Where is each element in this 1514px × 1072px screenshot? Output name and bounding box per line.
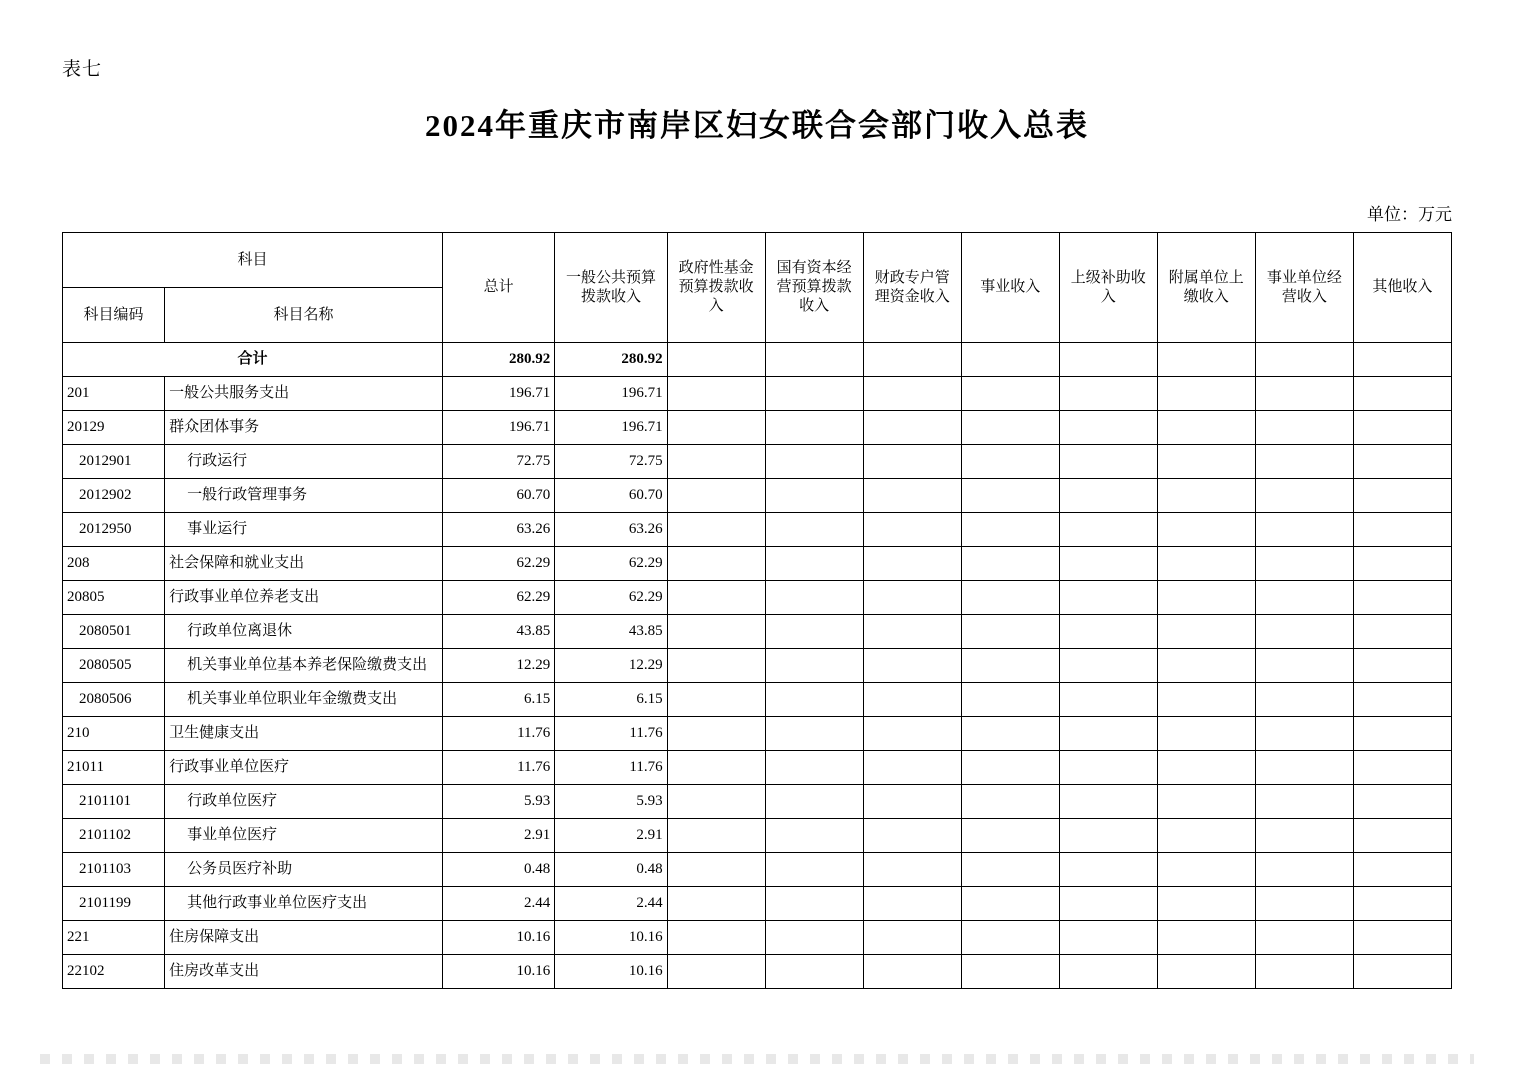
cell-gov-fund <box>667 853 765 887</box>
cell-gov-fund <box>667 479 765 513</box>
cell-other-income <box>1353 377 1451 411</box>
header-other-income: 其他收入 <box>1353 233 1451 343</box>
income-summary-table <box>62 232 1452 989</box>
cell-subject-name: 其他行政事业单位医疗支出 <box>165 887 443 921</box>
table-row <box>63 581 1452 615</box>
cell-gov-fund <box>667 445 765 479</box>
cell-subordinate-payment <box>1157 853 1255 887</box>
cell-institution-business <box>1255 547 1353 581</box>
cell-subject-code: 21011 <box>63 751 165 785</box>
cell-institution-business <box>1255 377 1353 411</box>
cell-subject-name: 公务员医疗补助 <box>165 853 443 887</box>
cell-gov-fund <box>667 513 765 547</box>
table-row <box>63 751 1452 785</box>
cell-other-income <box>1353 819 1451 853</box>
table-row <box>63 445 1452 479</box>
cell-fiscal-account <box>863 343 961 377</box>
cell-gov-fund <box>667 887 765 921</box>
cell-fiscal-account <box>863 683 961 717</box>
cell-total: 0.48 <box>442 853 554 887</box>
cell-institution-income <box>961 751 1059 785</box>
cell-subject-name: 事业单位医疗 <box>165 819 443 853</box>
cell-gov-fund <box>667 343 765 377</box>
cell-subordinate-payment <box>1157 547 1255 581</box>
cell-subject-code: 2080505 <box>63 649 165 683</box>
cell-other-income <box>1353 921 1451 955</box>
cell-subject-code: 2012950 <box>63 513 165 547</box>
cell-institution-business <box>1255 581 1353 615</box>
cell-general-budget: 62.29 <box>555 547 667 581</box>
cell-state-capital <box>765 343 863 377</box>
cell-institution-business <box>1255 479 1353 513</box>
cell-state-capital <box>765 921 863 955</box>
cell-total: 6.15 <box>442 683 554 717</box>
cell-state-capital <box>765 785 863 819</box>
cell-institution-business <box>1255 921 1353 955</box>
cell-subordinate-payment <box>1157 887 1255 921</box>
cell-institution-business <box>1255 445 1353 479</box>
cell-institution-business <box>1255 785 1353 819</box>
cell-other-income <box>1353 887 1451 921</box>
cell-subject-code: 20129 <box>63 411 165 445</box>
cell-subject-code: 2012902 <box>63 479 165 513</box>
cell-subject-code: 2101103 <box>63 853 165 887</box>
table-row <box>63 615 1452 649</box>
table-row <box>63 411 1452 445</box>
cell-gov-fund <box>667 615 765 649</box>
cell-general-budget: 72.75 <box>555 445 667 479</box>
cell-other-income <box>1353 683 1451 717</box>
cell-gov-fund <box>667 649 765 683</box>
header-subject-code: 科目编码 <box>63 288 165 343</box>
cell-state-capital <box>765 445 863 479</box>
cell-total: 196.71 <box>442 411 554 445</box>
cell-state-capital <box>765 411 863 445</box>
cell-subject-code: 208 <box>63 547 165 581</box>
cell-total: 12.29 <box>442 649 554 683</box>
cell-superior-subsidy <box>1059 955 1157 989</box>
cell-subject-name: 一般行政管理事务 <box>165 479 443 513</box>
table-row <box>63 377 1452 411</box>
cell-gov-fund <box>667 921 765 955</box>
cell-other-income <box>1353 717 1451 751</box>
cell-other-income <box>1353 445 1451 479</box>
cell-superior-subsidy <box>1059 547 1157 581</box>
cell-institution-business <box>1255 649 1353 683</box>
page-title: 2024年重庆市南岸区妇女联合会部门收入总表 <box>425 108 1089 143</box>
cell-gov-fund <box>667 683 765 717</box>
cell-other-income <box>1353 479 1451 513</box>
cell-subordinate-payment <box>1157 649 1255 683</box>
cell-gov-fund <box>667 717 765 751</box>
cell-subordinate-payment <box>1157 785 1255 819</box>
cell-general-budget: 11.76 <box>555 717 667 751</box>
cell-fiscal-account <box>863 479 961 513</box>
cell-institution-business <box>1255 751 1353 785</box>
cell-other-income <box>1353 751 1451 785</box>
cell-fiscal-account <box>863 615 961 649</box>
cell-superior-subsidy <box>1059 581 1157 615</box>
cell-institution-income <box>961 785 1059 819</box>
cell-other-income <box>1353 343 1451 377</box>
cell-institution-income <box>961 343 1059 377</box>
cell-fiscal-account <box>863 921 961 955</box>
cell-subordinate-payment <box>1157 343 1255 377</box>
cell-state-capital <box>765 513 863 547</box>
cell-superior-subsidy <box>1059 853 1157 887</box>
cell-fiscal-account <box>863 445 961 479</box>
header-superior-subsidy: 上级补助收入 <box>1059 233 1157 343</box>
table-row <box>63 547 1452 581</box>
cell-gov-fund <box>667 751 765 785</box>
unit-note: 单位：万元 <box>1367 205 1452 224</box>
table-row <box>63 785 1452 819</box>
cell-subordinate-payment <box>1157 411 1255 445</box>
cell-total: 62.29 <box>442 547 554 581</box>
cell-fiscal-account <box>863 887 961 921</box>
cell-subject-name: 行政单位医疗 <box>165 785 443 819</box>
cell-general-budget: 196.71 <box>555 377 667 411</box>
cell-general-budget: 60.70 <box>555 479 667 513</box>
cell-subject-name: 机关事业单位职业年金缴费支出 <box>165 683 443 717</box>
cell-total: 11.76 <box>442 717 554 751</box>
cell-general-budget: 280.92 <box>555 343 667 377</box>
cell-superior-subsidy <box>1059 683 1157 717</box>
cell-general-budget: 10.16 <box>555 955 667 989</box>
cell-state-capital <box>765 853 863 887</box>
cell-fiscal-account <box>863 853 961 887</box>
cell-subject-code: 2012901 <box>63 445 165 479</box>
cell-total: 5.93 <box>442 785 554 819</box>
cell-subordinate-payment <box>1157 445 1255 479</box>
cell-institution-income <box>961 921 1059 955</box>
cell-institution-business <box>1255 853 1353 887</box>
cell-subordinate-payment <box>1157 581 1255 615</box>
cell-subordinate-payment <box>1157 751 1255 785</box>
table-row <box>63 479 1452 513</box>
cell-institution-income <box>961 581 1059 615</box>
cell-subject-name: 一般公共服务支出 <box>165 377 443 411</box>
cell-subject-code: 221 <box>63 921 165 955</box>
cell-subject-name: 住房改革支出 <box>165 955 443 989</box>
table-body <box>63 343 1452 989</box>
cell-institution-income <box>961 683 1059 717</box>
cell-other-income <box>1353 411 1451 445</box>
cell-fiscal-account <box>863 581 961 615</box>
table-row <box>63 649 1452 683</box>
cell-institution-business <box>1255 683 1353 717</box>
cell-subject-name: 行政事业单位医疗 <box>165 751 443 785</box>
cell-fiscal-account <box>863 955 961 989</box>
cell-subordinate-payment <box>1157 377 1255 411</box>
cell-gov-fund <box>667 785 765 819</box>
cell-state-capital <box>765 615 863 649</box>
cell-fiscal-account <box>863 717 961 751</box>
cell-superior-subsidy <box>1059 377 1157 411</box>
cell-fiscal-account <box>863 547 961 581</box>
cell-other-income <box>1353 785 1451 819</box>
cell-subject-code: 2080506 <box>63 683 165 717</box>
cell-general-budget: 63.26 <box>555 513 667 547</box>
cell-total: 11.76 <box>442 751 554 785</box>
cell-superior-subsidy <box>1059 615 1157 649</box>
cell-institution-income <box>961 887 1059 921</box>
cell-total: 10.16 <box>442 955 554 989</box>
cell-institution-income <box>961 853 1059 887</box>
cell-institution-income <box>961 955 1059 989</box>
cell-fiscal-account <box>863 513 961 547</box>
cell-other-income <box>1353 581 1451 615</box>
cell-state-capital <box>765 887 863 921</box>
cell-fiscal-account <box>863 649 961 683</box>
header-state-capital: 国有资本经营预算拨款收入 <box>765 233 863 343</box>
header-total: 总计 <box>442 233 554 343</box>
cell-superior-subsidy <box>1059 887 1157 921</box>
cell-fiscal-account <box>863 751 961 785</box>
header-gov-fund: 政府性基金预算拨款收入 <box>667 233 765 343</box>
cell-total: 62.29 <box>442 581 554 615</box>
cell-general-budget: 196.71 <box>555 411 667 445</box>
cell-other-income <box>1353 513 1451 547</box>
cell-subject-code: 2101199 <box>63 887 165 921</box>
cell-institution-business <box>1255 717 1353 751</box>
cell-fiscal-account <box>863 411 961 445</box>
cell-general-budget: 11.76 <box>555 751 667 785</box>
header-subject-name: 科目名称 <box>165 288 443 343</box>
cell-institution-income <box>961 547 1059 581</box>
header-institution-income: 事业收入 <box>961 233 1059 343</box>
cell-institution-income <box>961 377 1059 411</box>
cell-general-budget: 2.91 <box>555 819 667 853</box>
cell-state-capital <box>765 479 863 513</box>
cell-total: 43.85 <box>442 615 554 649</box>
cell-subordinate-payment <box>1157 921 1255 955</box>
cell-institution-income <box>961 445 1059 479</box>
cell-gov-fund <box>667 411 765 445</box>
cell-institution-business <box>1255 887 1353 921</box>
header-general-budget: 一般公共预算拨款收入 <box>555 233 667 343</box>
cell-state-capital <box>765 751 863 785</box>
table-row <box>63 683 1452 717</box>
cell-total: 63.26 <box>442 513 554 547</box>
cell-subject-name: 卫生健康支出 <box>165 717 443 751</box>
cell-state-capital <box>765 717 863 751</box>
cell-subject-name: 住房保障支出 <box>165 921 443 955</box>
cell-general-budget: 62.29 <box>555 581 667 615</box>
table-row <box>63 343 1452 377</box>
cell-institution-income <box>961 717 1059 751</box>
cell-state-capital <box>765 955 863 989</box>
cell-superior-subsidy <box>1059 513 1157 547</box>
cell-subject-name: 行政单位离退休 <box>165 615 443 649</box>
cell-institution-business <box>1255 513 1353 547</box>
cell-institution-income <box>961 615 1059 649</box>
cell-state-capital <box>765 547 863 581</box>
cell-institution-business <box>1255 819 1353 853</box>
cell-superior-subsidy <box>1059 445 1157 479</box>
cell-superior-subsidy <box>1059 921 1157 955</box>
cell-general-budget: 43.85 <box>555 615 667 649</box>
page-bottom-edge <box>40 1054 1474 1064</box>
cell-institution-income <box>961 479 1059 513</box>
cell-total: 10.16 <box>442 921 554 955</box>
cell-superior-subsidy <box>1059 819 1157 853</box>
cell-gov-fund <box>667 547 765 581</box>
cell-subordinate-payment <box>1157 513 1255 547</box>
cell-subject-code: 210 <box>63 717 165 751</box>
cell-subject-name: 社会保障和就业支出 <box>165 547 443 581</box>
cell-institution-income <box>961 649 1059 683</box>
cell-subject-name: 行政事业单位养老支出 <box>165 581 443 615</box>
header-subordinate-payment: 附属单位上缴收入 <box>1157 233 1255 343</box>
cell-superior-subsidy <box>1059 751 1157 785</box>
cell-subordinate-payment <box>1157 717 1255 751</box>
cell-subject-name: 群众团体事务 <box>165 411 443 445</box>
table-row <box>63 955 1452 989</box>
table-row <box>63 887 1452 921</box>
cell-subordinate-payment <box>1157 955 1255 989</box>
cell-other-income <box>1353 853 1451 887</box>
cell-superior-subsidy <box>1059 717 1157 751</box>
cell-subordinate-payment <box>1157 683 1255 717</box>
cell-institution-income <box>961 513 1059 547</box>
cell-state-capital <box>765 683 863 717</box>
cell-gov-fund <box>667 377 765 411</box>
cell-subject-name: 事业运行 <box>165 513 443 547</box>
cell-total: 72.75 <box>442 445 554 479</box>
cell-state-capital <box>765 649 863 683</box>
table-row <box>63 717 1452 751</box>
cell-total: 280.92 <box>442 343 554 377</box>
cell-total: 2.91 <box>442 819 554 853</box>
cell-institution-business <box>1255 343 1353 377</box>
cell-state-capital <box>765 377 863 411</box>
cell-superior-subsidy <box>1059 649 1157 683</box>
table-row <box>63 513 1452 547</box>
cell-other-income <box>1353 955 1451 989</box>
cell-fiscal-account <box>863 785 961 819</box>
cell-subject-code: 22102 <box>63 955 165 989</box>
cell-subject-code: 2080501 <box>63 615 165 649</box>
cell-total: 196.71 <box>442 377 554 411</box>
cell-general-budget: 2.44 <box>555 887 667 921</box>
cell-subject-code: 2101101 <box>63 785 165 819</box>
table-row <box>63 819 1452 853</box>
cell-superior-subsidy <box>1059 343 1157 377</box>
cell-institution-business <box>1255 615 1353 649</box>
cell-subject-code: 201 <box>63 377 165 411</box>
cell-subject-code: 2101102 <box>63 819 165 853</box>
table-row <box>63 853 1452 887</box>
cell-subordinate-payment <box>1157 819 1255 853</box>
cell-gov-fund <box>667 581 765 615</box>
table-row <box>63 921 1452 955</box>
row-total-label: 合计 <box>63 343 443 377</box>
cell-state-capital <box>765 819 863 853</box>
cell-state-capital <box>765 581 863 615</box>
cell-subject-code: 20805 <box>63 581 165 615</box>
header-group-subject: 科目 <box>63 233 443 288</box>
cell-total: 60.70 <box>442 479 554 513</box>
cell-institution-income <box>961 819 1059 853</box>
cell-institution-business <box>1255 955 1353 989</box>
cell-general-budget: 0.48 <box>555 853 667 887</box>
table-header <box>63 233 1452 343</box>
cell-fiscal-account <box>863 377 961 411</box>
sheet-label: 表七 <box>62 59 103 80</box>
cell-total: 2.44 <box>442 887 554 921</box>
cell-general-budget: 5.93 <box>555 785 667 819</box>
cell-subordinate-payment <box>1157 479 1255 513</box>
cell-general-budget: 6.15 <box>555 683 667 717</box>
cell-other-income <box>1353 615 1451 649</box>
cell-general-budget: 12.29 <box>555 649 667 683</box>
cell-general-budget: 10.16 <box>555 921 667 955</box>
header-institution-business: 事业单位经营收入 <box>1255 233 1353 343</box>
cell-subordinate-payment <box>1157 615 1255 649</box>
cell-institution-business <box>1255 411 1353 445</box>
cell-gov-fund <box>667 819 765 853</box>
cell-other-income <box>1353 649 1451 683</box>
cell-institution-income <box>961 411 1059 445</box>
cell-subject-name: 机关事业单位基本养老保险缴费支出 <box>165 649 443 683</box>
cell-other-income <box>1353 547 1451 581</box>
header-fiscal-account: 财政专户管理资金收入 <box>863 233 961 343</box>
cell-fiscal-account <box>863 819 961 853</box>
cell-subject-name: 行政运行 <box>165 445 443 479</box>
cell-superior-subsidy <box>1059 479 1157 513</box>
cell-gov-fund <box>667 955 765 989</box>
cell-superior-subsidy <box>1059 785 1157 819</box>
cell-superior-subsidy <box>1059 411 1157 445</box>
